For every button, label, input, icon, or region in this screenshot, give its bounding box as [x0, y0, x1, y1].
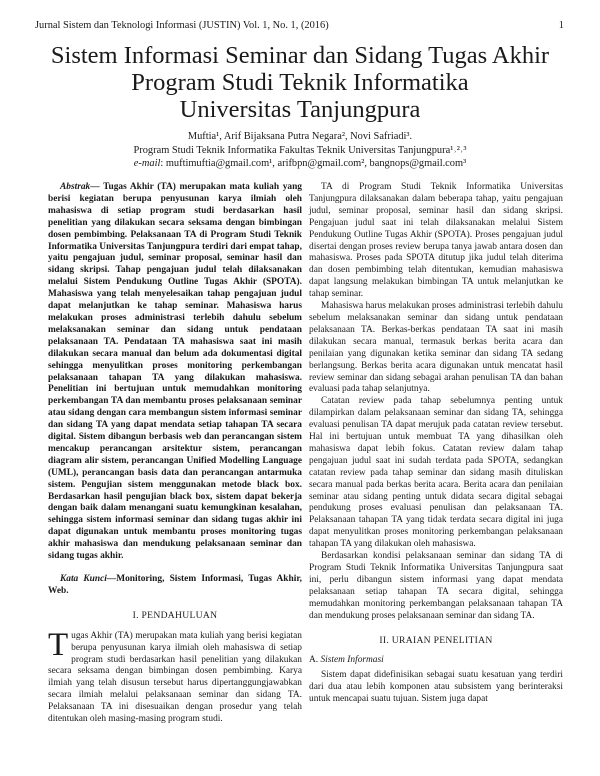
body-paragraph: Sistem dapat didefinisikan sebagai suatu kesatuan yang terdiri dari dua atau lebih komponen atau subsistem yang berinteraksi untuk mencapai suatu tujuan. Sistem juga dapat: [309, 670, 563, 705]
keywords-label: Kata Kunci—: [60, 574, 117, 584]
running-header: Jurnal Sistem dan Teknologi Informasi (JUSTIN) Vol. 1, No. 1, (2016): [35, 20, 329, 31]
author-affiliation: Program Studi Teknik Informatika Fakultas Teknik Universitas Tanjungpura¹˒²˒³: [133, 144, 467, 156]
section-heading-introduction: I. PENDAHULUAN: [132, 609, 218, 621]
email-list: : muftimuftia@gmail.com¹, arifbpn@gmail.com², bangnops@gmail.com³: [160, 158, 467, 169]
subsection-number: A.: [309, 655, 319, 666]
author-names: Muftia¹, Arif Bijaksana Putra Negara², Novi Safriadi³.: [187, 131, 413, 142]
intro-text: ugas Akhir (TA) merupakan mata kuliah yang berisi kegiatan berupa penyusunan karya ilmiah oleh mahasiswa di setiap program studi berdasarkan hasil penelitian yang dilakukan secara seksama dengan bimbingan dosen pembimbing. Karya ilmiah yang telah disusun tersebut harus dipertanggungjawabkan secara ilmiah melalui pelaksanaan seminar dan sidang TA. Pelaksanaan TA ini disesuaikan dengan prosedur yang telah ditentukan oleh masing-masing program studi.: [48, 630, 302, 725]
author-emails: [0, 157, 600, 171]
title-line: Sistem Informasi Seminar dan Sidang Tugas Akhir: [50, 42, 550, 69]
left-column: [48, 182, 302, 726]
paper-title: [0, 42, 600, 123]
page-number: 1: [558, 20, 564, 31]
abstract-label: Abstrak—: [60, 182, 100, 192]
right-column: [309, 182, 563, 706]
author-block: [0, 130, 600, 171]
keywords-text: Monitoring, Sistem Informasi, Tugas Akhir, Web.: [48, 574, 302, 596]
section-heading-research: II. URAIAN PENELITIAN: [379, 634, 493, 646]
drop-cap: T: [48, 626, 69, 663]
title-line: Program Studi Teknik Informatika: [131, 69, 469, 96]
abstract: [48, 182, 302, 563]
body-paragraph: Berdasarkan kondisi pelaksanaan seminar dan sidang TA di Program Studi Teknik Informatika Universitas Tanjungpura saat ini, perlu dibangun sistem informasi yang dapat mendata pelaksanaan setiap tahapan TA secara digital, sehingga memudahkan monitoring perkembangan pelaksanaan tahapan TA dan mendukung proses pelaksanaan seminar dan sidang TA.: [309, 551, 563, 621]
subsection-heading: [309, 655, 563, 667]
intro-paragraph: [48, 626, 302, 726]
abstract-text: Tugas Akhir (TA) merupakan mata kuliah yang berisi kegiatan berupa penyusunan karya ilmiah oleh mahasiswa di setiap program studi berdasarkan hasil penelitian yang dilakukan secara seksama dengan bimbingan dosen pembimbing. Pelaksanaan TA di Program Studi Teknik Informatika Universitas Tanjungpura terdiri dari empat tahap, yaitu pengajuan judul, seminar proposal, seminar hasil dan sidang skripsi. Tahap pengajuan judul telah dilaksanakan melalui Sistem Pendukung Outline Tugas Akhir (SPOTA). Mahasiswa yang telah menyelesaikan tahap pengajuan judul dapat melanjutkan ke tahap seminar. Mahasiswa harus melakukan proses administrasi terlebih dahulu sebelum melaksanakan seminar dan sidang untuk pendataan pelaksanaan TA. Pendataan TA mahasiswa saat ini masih dilakukan secara manual dan belum ada dokumentasi digital sehingga menyulitkan proses monitoring perkembangan pelaksanaan tahapan TA yang dilakukan mahasiswa. Penelitian ini bertujuan untuk memudahkan monitoring perkembangan TA dan membantu proses pelaksanaan seminar atau sidang dengan cara membangun sistem informasi seminar dan sidang TA yang dapat mendata setiap tahapan TA secara digital. Sistem dibangun berbasis web dan perancangan sistem mencakup perancangan arsitektur sistem, perancangan diagram alir sistem, perancangan Unified Modelling Language (UML), perancangan basis data dan perancangan antarmuka sistem. Pengujian sistem menggunakan metode black box. Berdasarkan hasil pengujian black box, sistem dapat bekerja dengan baik dalam menangani suatu kemungkinan kesalahan, sehingga sistem informasi seminar dan sidang tugas akhir ini dapat digunakan untuk membantu proses monitoring tugas akhir mahasiswa dan mendukung pelaksanaan seminar dan sidang tugas akhir.: [48, 182, 302, 562]
body-paragraph: Catatan review pada tahap sebelumnya penting untuk dilampirkan dalam pelaksanaan seminar dan sidang TA, sehingga evaluasi penulisan TA dapat merujuk pada catatan review tersebut. Hal ini bertujuan untuk membuat TA yang dihasilkan oleh mahasiswa dapat lebih fokus. Catatan review dalam tahap pengajuan judul saat ini sudah terdata pada SPOTA, sedangkan catatan review pada tahap seminar dan sidang masih dituliskan secara manual pada berkas berita acara. Berita acara dan penilaian seminar atau sidang penting untuk didata secara digital sebagai pendukung proses evaluasi penulisan dan pelaksanaan TA. Pelaksanaan tahapan TA yang tidak terdata secara digital ini juga dapat menyulitkan proses monitoring perkembangan pelaksanaan tahapan TA yang dilakukan oleh mahasiswa.: [309, 396, 563, 550]
body-paragraph: Mahasiswa harus melakukan proses administrasi terlebih dahulu sebelum melaksanakan seminar dan sidang untuk pendataan pelaksanaan TA. Berkas-berkas pendataan TA saat ini masih dilakukan secara manual, termasuk berkas berita acara dan penilaian yang digunakan ketika seminar dan sidang TA sedang berlangsung. Berkas berita acara digunakan untuk mencatat hasil review seminar dan sidang sebagai arahan penulisan TA dan bahan evaluasi pada tahap selanjutnya.: [309, 301, 563, 395]
email-label: e-mail: [133, 158, 161, 169]
body-paragraph: TA di Program Studi Teknik Informatika Universitas Tanjungpura dilaksanakan dalam beberapa tahap, yaitu pengajuan judul, seminar proposal, seminar hasil dan sidang skripsi. Pengajuan judul saat ini telah dilaksanakan melalui Sistem Pendukung Outline Tugas Akhir (SPOTA). Proses pengajuan judul disertai dengan proses review berupa tanya jawab antara dosen dan mahasiswa. Proses pada SPOTA ditutup jika judul telah diterima dan dosen pembimbing telah ditentukan, kemudian mahasiswa dapat langsung melakukan bimbingan TA untuk melanjutkan ke tahap seminar.: [309, 182, 563, 300]
subsection-title: Sistem Informasi: [318, 655, 384, 666]
keywords: [48, 574, 302, 598]
title-line: Universitas Tanjungpura: [179, 96, 421, 123]
